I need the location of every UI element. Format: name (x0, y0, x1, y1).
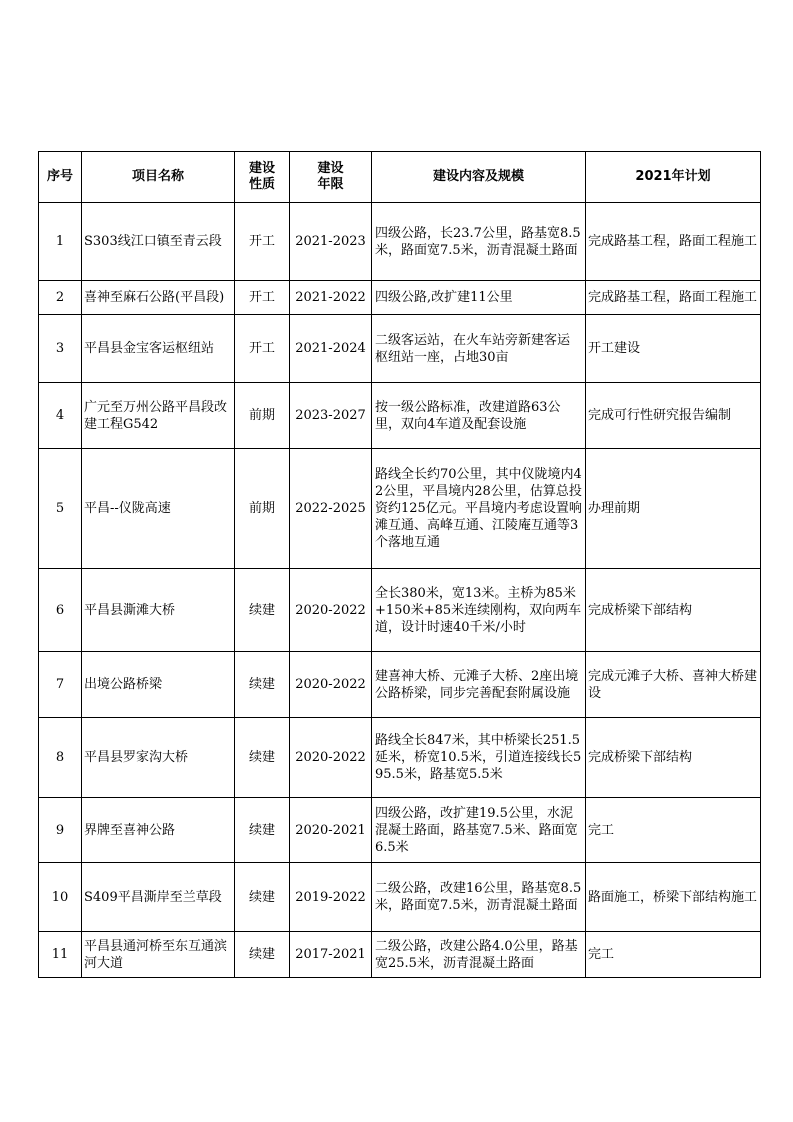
cell-num-text: 6 (55, 602, 65, 618)
table-row (39, 718, 761, 798)
cell-name-text: 平昌县金宝客运枢纽站 (84, 341, 215, 356)
cell-name (82, 449, 235, 569)
cell-num-text: 11 (51, 947, 69, 962)
cell-name-text: 平昌县澌滩大桥 (84, 602, 176, 618)
cell-plan (586, 383, 761, 449)
cell-scope (372, 449, 586, 569)
cell-scope-text: 四级公路，长23.7公里，路基宽8.5米，路面宽7.5米，沥青混凝土路面 (375, 225, 581, 258)
cell-type (235, 569, 290, 652)
cell-name (82, 383, 235, 449)
cell-years-text: 2021-2023 (295, 234, 366, 249)
cell-name-text: 平昌县罗家沟大桥 (84, 750, 189, 765)
cell-scope (372, 652, 586, 718)
cell-years-text: 2021-2024 (295, 341, 366, 356)
cell-plan-text: 路面施工，桥梁下部结构施工 (588, 889, 758, 905)
cell-type-text: 续建 (248, 677, 275, 692)
cell-plan-text: 完工 (588, 947, 615, 962)
cell-scope-text: 二级公路，改建16公里，路基宽8.5米，路面宽7.5米，沥青混凝土路面 (375, 881, 582, 913)
cell-plan-text: 完成路基工程，路面工程施工 (588, 290, 758, 305)
table-row (39, 449, 761, 569)
table-row (39, 315, 761, 383)
cell-plan-text: 完成路基工程，路面工程施工 (588, 234, 758, 249)
table-row (39, 203, 761, 281)
cell-name (82, 798, 235, 863)
cell-plan-text: 完工 (588, 822, 615, 838)
cell-name-text: 平昌县通河桥至东互通滨河大道 (84, 938, 228, 971)
cell-years (290, 569, 372, 652)
cell-plan-text: 完成桥梁下部结构 (588, 602, 693, 618)
cell-scope (372, 932, 586, 978)
cell-scope-text: 全长380米，宽13米。主桥为85米+150米+85米连续刚构，双向两车道，设计时速40千米/小时 (375, 585, 582, 635)
cell-type (235, 863, 290, 932)
table-row (39, 383, 761, 449)
table-row (39, 798, 761, 863)
cell-plan (586, 863, 761, 932)
cell-years-text: 2020-2022 (295, 677, 366, 692)
cell-num-text: 10 (51, 889, 69, 905)
cell-plan (586, 652, 761, 718)
cell-name-text: 出境公路桥梁 (84, 677, 163, 692)
cell-num-text: 8 (55, 750, 65, 765)
cell-num (39, 203, 82, 281)
cell-type (235, 652, 290, 718)
cell-type-text: 前期 (248, 408, 275, 423)
cell-num (39, 932, 82, 978)
cell-name-text: 界牌至喜神公路 (84, 822, 176, 838)
cell-plan-text: 完成可行性研究报告编制 (588, 408, 732, 423)
cell-scope-text: 路线全长847米，其中桥梁长251.5延米，桥宽10.5米，引道连接线长595.5米，路基宽5.5米 (375, 733, 582, 782)
cell-scope (372, 281, 586, 315)
cell-num-text: 4 (55, 408, 65, 423)
header-num: 序号 (39, 152, 82, 203)
header-row (39, 152, 761, 203)
cell-plan (586, 203, 761, 281)
cell-years (290, 449, 372, 569)
cell-type-text: 前期 (248, 501, 275, 516)
cell-scope (372, 315, 586, 383)
cell-name-text: 平昌--仪陇高速 (84, 501, 171, 516)
cell-years-text: 2020-2021 (295, 822, 366, 838)
cell-plan-text: 开工建设 (588, 341, 641, 356)
cell-name (82, 932, 235, 978)
cell-plan-text: 完成元滩子大桥、喜神大桥建设 (588, 668, 758, 701)
cell-years (290, 281, 372, 315)
cell-scope-text: 二级客运站，在火车站旁新建客运枢纽站一座，占地30亩 (375, 332, 571, 365)
cell-type (235, 932, 290, 978)
cell-type (235, 449, 290, 569)
cell-years-text: 2022-2025 (295, 501, 366, 516)
cell-years-text: 2020-2022 (295, 750, 366, 765)
cell-scope (372, 798, 586, 863)
table-row (39, 932, 761, 978)
cell-plan (586, 281, 761, 315)
cell-type-text: 续建 (248, 822, 275, 838)
cell-name (82, 652, 235, 718)
header-years: 建设年限 (290, 152, 372, 203)
cell-scope-text: 路线全长约70公里，其中仪陇境内42公里，平昌境内28公里，估算总投资约125亿元。平昌境内考虑设置响滩互通、高峰互通、江陵庵互通等3个落地互通 (375, 467, 582, 550)
cell-years (290, 932, 372, 978)
cell-years (290, 315, 372, 383)
cell-plan (586, 932, 761, 978)
cell-type-text: 开工 (248, 234, 275, 249)
cell-type-text: 续建 (248, 947, 275, 962)
cell-name-text: 喜神至麻石公路(平昌段) (84, 290, 225, 305)
cell-plan (586, 798, 761, 863)
cell-scope (372, 863, 586, 932)
cell-plan (586, 449, 761, 569)
cell-years-text: 2017-2021 (295, 947, 366, 962)
cell-type (235, 203, 290, 281)
cell-scope-text: 四级公路,改扩建11公里 (375, 290, 513, 305)
cell-scope (372, 718, 586, 798)
cell-num (39, 383, 82, 449)
cell-type-text: 续建 (248, 750, 275, 765)
cell-years-text: 2023-2027 (295, 408, 366, 423)
cell-years-text: 2021-2022 (295, 290, 366, 305)
cell-years (290, 652, 372, 718)
cell-scope-text: 建喜神大桥、元滩子大桥、2座出境公路桥梁，同步完善配套附属设施 (375, 668, 579, 701)
cell-num-text: 5 (55, 501, 65, 516)
table-row (39, 652, 761, 718)
cell-num (39, 315, 82, 383)
cell-type-text: 续建 (248, 602, 275, 618)
cell-years (290, 383, 372, 449)
cell-num-text: 7 (55, 677, 65, 692)
cell-plan-text: 办理前期 (588, 501, 641, 516)
cell-name (82, 315, 235, 383)
cell-name (82, 863, 235, 932)
cell-years (290, 863, 372, 932)
cell-name (82, 569, 235, 652)
cell-num (39, 863, 82, 932)
cell-type (235, 798, 290, 863)
table-row (39, 569, 761, 652)
cell-name-text: 广元至万州公路平昌段改建工程G542 (84, 399, 228, 432)
cell-type-text: 开工 (248, 290, 275, 305)
cell-type (235, 281, 290, 315)
cell-years (290, 718, 372, 798)
cell-scope (372, 569, 586, 652)
cell-type-text: 续建 (248, 889, 275, 905)
cell-name (82, 281, 235, 315)
table-row (39, 863, 761, 932)
header-plan: 2021年计划 (586, 152, 761, 203)
cell-plan-text: 完成桥梁下部结构 (588, 750, 693, 765)
cell-name (82, 203, 235, 281)
cell-num (39, 281, 82, 315)
cell-plan (586, 718, 761, 798)
cell-scope-text: 按一级公路标准，改建道路63公里，双向4车道及配套设施 (375, 399, 561, 432)
cell-scope-text: 二级公路，改建公路4.0公里，路基宽25.5米，沥青混凝土路面 (375, 938, 578, 971)
cell-num (39, 449, 82, 569)
cell-num (39, 718, 82, 798)
cell-years (290, 203, 372, 281)
cell-scope (372, 203, 586, 281)
cell-type (235, 315, 290, 383)
cell-num-text: 2 (55, 290, 65, 305)
table-row (39, 281, 761, 315)
cell-type (235, 383, 290, 449)
cell-plan (586, 569, 761, 652)
cell-scope-text: 四级公路，改扩建19.5公里，水泥混凝土路面，路基宽7.5米、路面宽6.5米 (375, 805, 578, 855)
cell-num-text: 9 (55, 822, 65, 838)
cell-years-text: 2019-2022 (295, 889, 366, 905)
cell-num-text: 3 (55, 341, 65, 356)
cell-num-text: 1 (55, 234, 65, 249)
cell-name-text: S303线江口镇至青云段 (84, 234, 222, 249)
cell-name (82, 718, 235, 798)
cell-num (39, 569, 82, 652)
header-type: 建设性质 (235, 152, 290, 203)
projects-table (38, 151, 761, 978)
cell-type-text: 开工 (248, 341, 275, 356)
cell-type (235, 718, 290, 798)
cell-plan (586, 315, 761, 383)
cell-scope (372, 383, 586, 449)
cell-num (39, 652, 82, 718)
cell-years (290, 798, 372, 863)
cell-num (39, 798, 82, 863)
cell-years-text: 2020-2022 (295, 602, 366, 618)
cell-name-text: S409平昌澌岸至兰草段 (84, 889, 222, 905)
header-name: 项目名称 (82, 152, 235, 203)
header-scope: 建设内容及规模 (372, 152, 586, 203)
